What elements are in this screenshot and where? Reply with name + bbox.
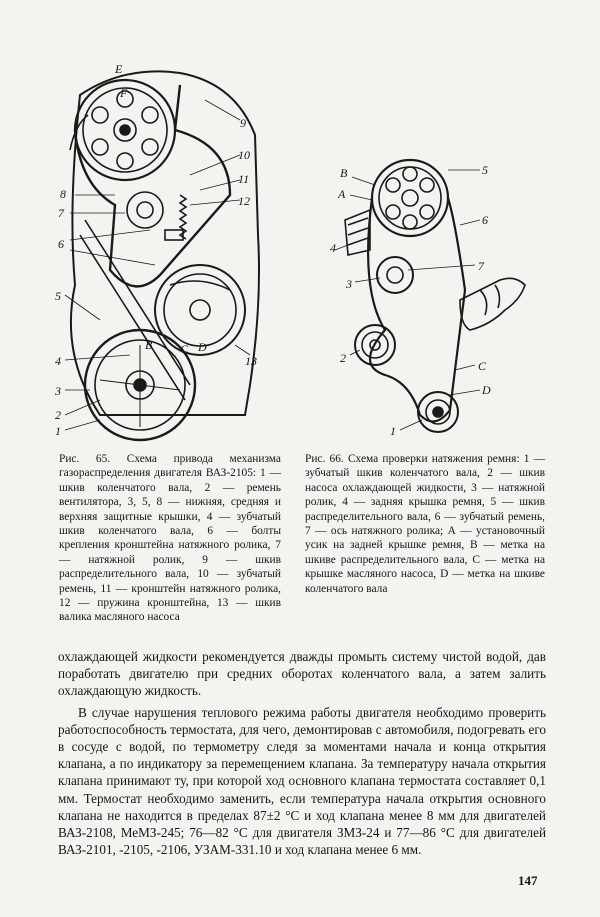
figure-66-caption — [305, 452, 545, 596]
callout-8: 8 — [60, 187, 66, 201]
callout-4: 4 — [330, 241, 336, 255]
callout-4: 4 — [55, 354, 61, 368]
callout-D: D — [482, 383, 491, 397]
callout-F: F — [120, 86, 128, 100]
callout-2: 2 — [340, 351, 346, 365]
figure-66-belt-tension-diagram — [330, 150, 540, 450]
figure-66-caption-body: 1 — зубчатый шкив коленчатого вала, 2 — шкив насоса охлаждающей жидкости, 3 — натяжной ролик, 4 — задняя крышка ремня, 5 — шкив распределительного вала, 6 — зубчатый ремень, 7 — ось натяжного ролика; А — установочный усик на задней крышке ремня, В — метка на шкиве распределительного вала, С — метка на крышке масляного насоса, D — метка на шкиве коленчатого вала — [305, 453, 545, 595]
figure-66-caption-title: Рис. 66. Схема проверки натяжения ремня: — [305, 453, 520, 465]
figure-65-caption — [59, 452, 281, 625]
callout-E: E — [115, 62, 123, 76]
callout-B: B — [145, 338, 153, 352]
callout-5: 5 — [482, 163, 488, 177]
figure-65-caption-title: Рис. 65. Схема привода механизма газораспределения двигателя ВАЗ-2105: — [59, 453, 281, 480]
callout-C: C — [478, 359, 487, 373]
callout-3: 3 — [346, 277, 352, 291]
callout-5: 5 — [55, 289, 61, 303]
figure-65-drawing — [40, 55, 290, 445]
paragraph-1: охлаждающей жидкости рекомендуется дважды промыть систему чистой водой, дав поработать двигателю при средних оборотах коленчатого вала, а затем залить охлаждающую жидкость. — [58, 649, 546, 699]
callout-6: 6 — [482, 213, 488, 227]
callout-A: A — [338, 187, 346, 201]
callout-1: 1 — [390, 424, 396, 438]
callout-7: 7 — [58, 206, 64, 220]
callout-B: B — [340, 166, 348, 180]
page-number: 147 — [518, 873, 538, 888]
callout-7: 7 — [478, 259, 484, 273]
figure-65-caption-body: 1 — шкив коленчатого вала, 2 — ремень вентилятора, 3, 5, 8 — нижняя, средняя и верхняя защитные крышки, 4 — зубчатый шкив коленчатого вала, 6 — болты крепления кронштейна натяжного ролика, 7 — натяжной ролик, 9 — шкив распределительного вала, 10 — зубчатый ремень, 11 — кронштейн натяжного ролика, 12 — пружина кронштейна, 13 — шкив валика масляного насоса — [59, 467, 281, 624]
callout-11: 11 — [238, 172, 250, 186]
callout-9: 9 — [240, 116, 246, 130]
paragraph-2: В случае нарушения теплового режима работы двигателя необходимо проверить работоспособность термостата, для чего, демонтировав с автомобиля, подогревать его в сосуде с водой, по термометру следя за моментами начала и конца открытия клапана, а по индикатору за перемещением клапана. За температуру начала открытия клапана принимают ту, при которой ход основного клапана термостата составляет 0,1 мм. Термостат необходимо заменить, если температура начала открытия основного клапана не находится в пределах 87±2 °С и ход клапана менее 8 мм для двигателей ВАЗ-2108, МеМЗ-245; 76—82 °С для двигателя ЗМЗ-24 и 77—86 °С для двигателей ВАЗ-2101, -2105, -2106, УЗАМ-331.10 и ход клапана менее 6 мм. — [58, 704, 546, 858]
figure-66-drawing — [330, 150, 540, 450]
callout-C: C — [180, 342, 189, 356]
callout-D: D — [198, 340, 207, 354]
callout-1: 1 — [55, 424, 61, 438]
callout-2: 2 — [55, 408, 61, 422]
body-text — [58, 648, 546, 858]
callout-6: 6 — [58, 237, 64, 251]
callout-10: 10 — [238, 148, 250, 162]
callout-12: 12 — [238, 194, 250, 208]
callout-3: 3 — [55, 384, 61, 398]
callout-13: 13 — [245, 354, 257, 368]
figure-65-timing-drive-diagram — [40, 55, 290, 445]
